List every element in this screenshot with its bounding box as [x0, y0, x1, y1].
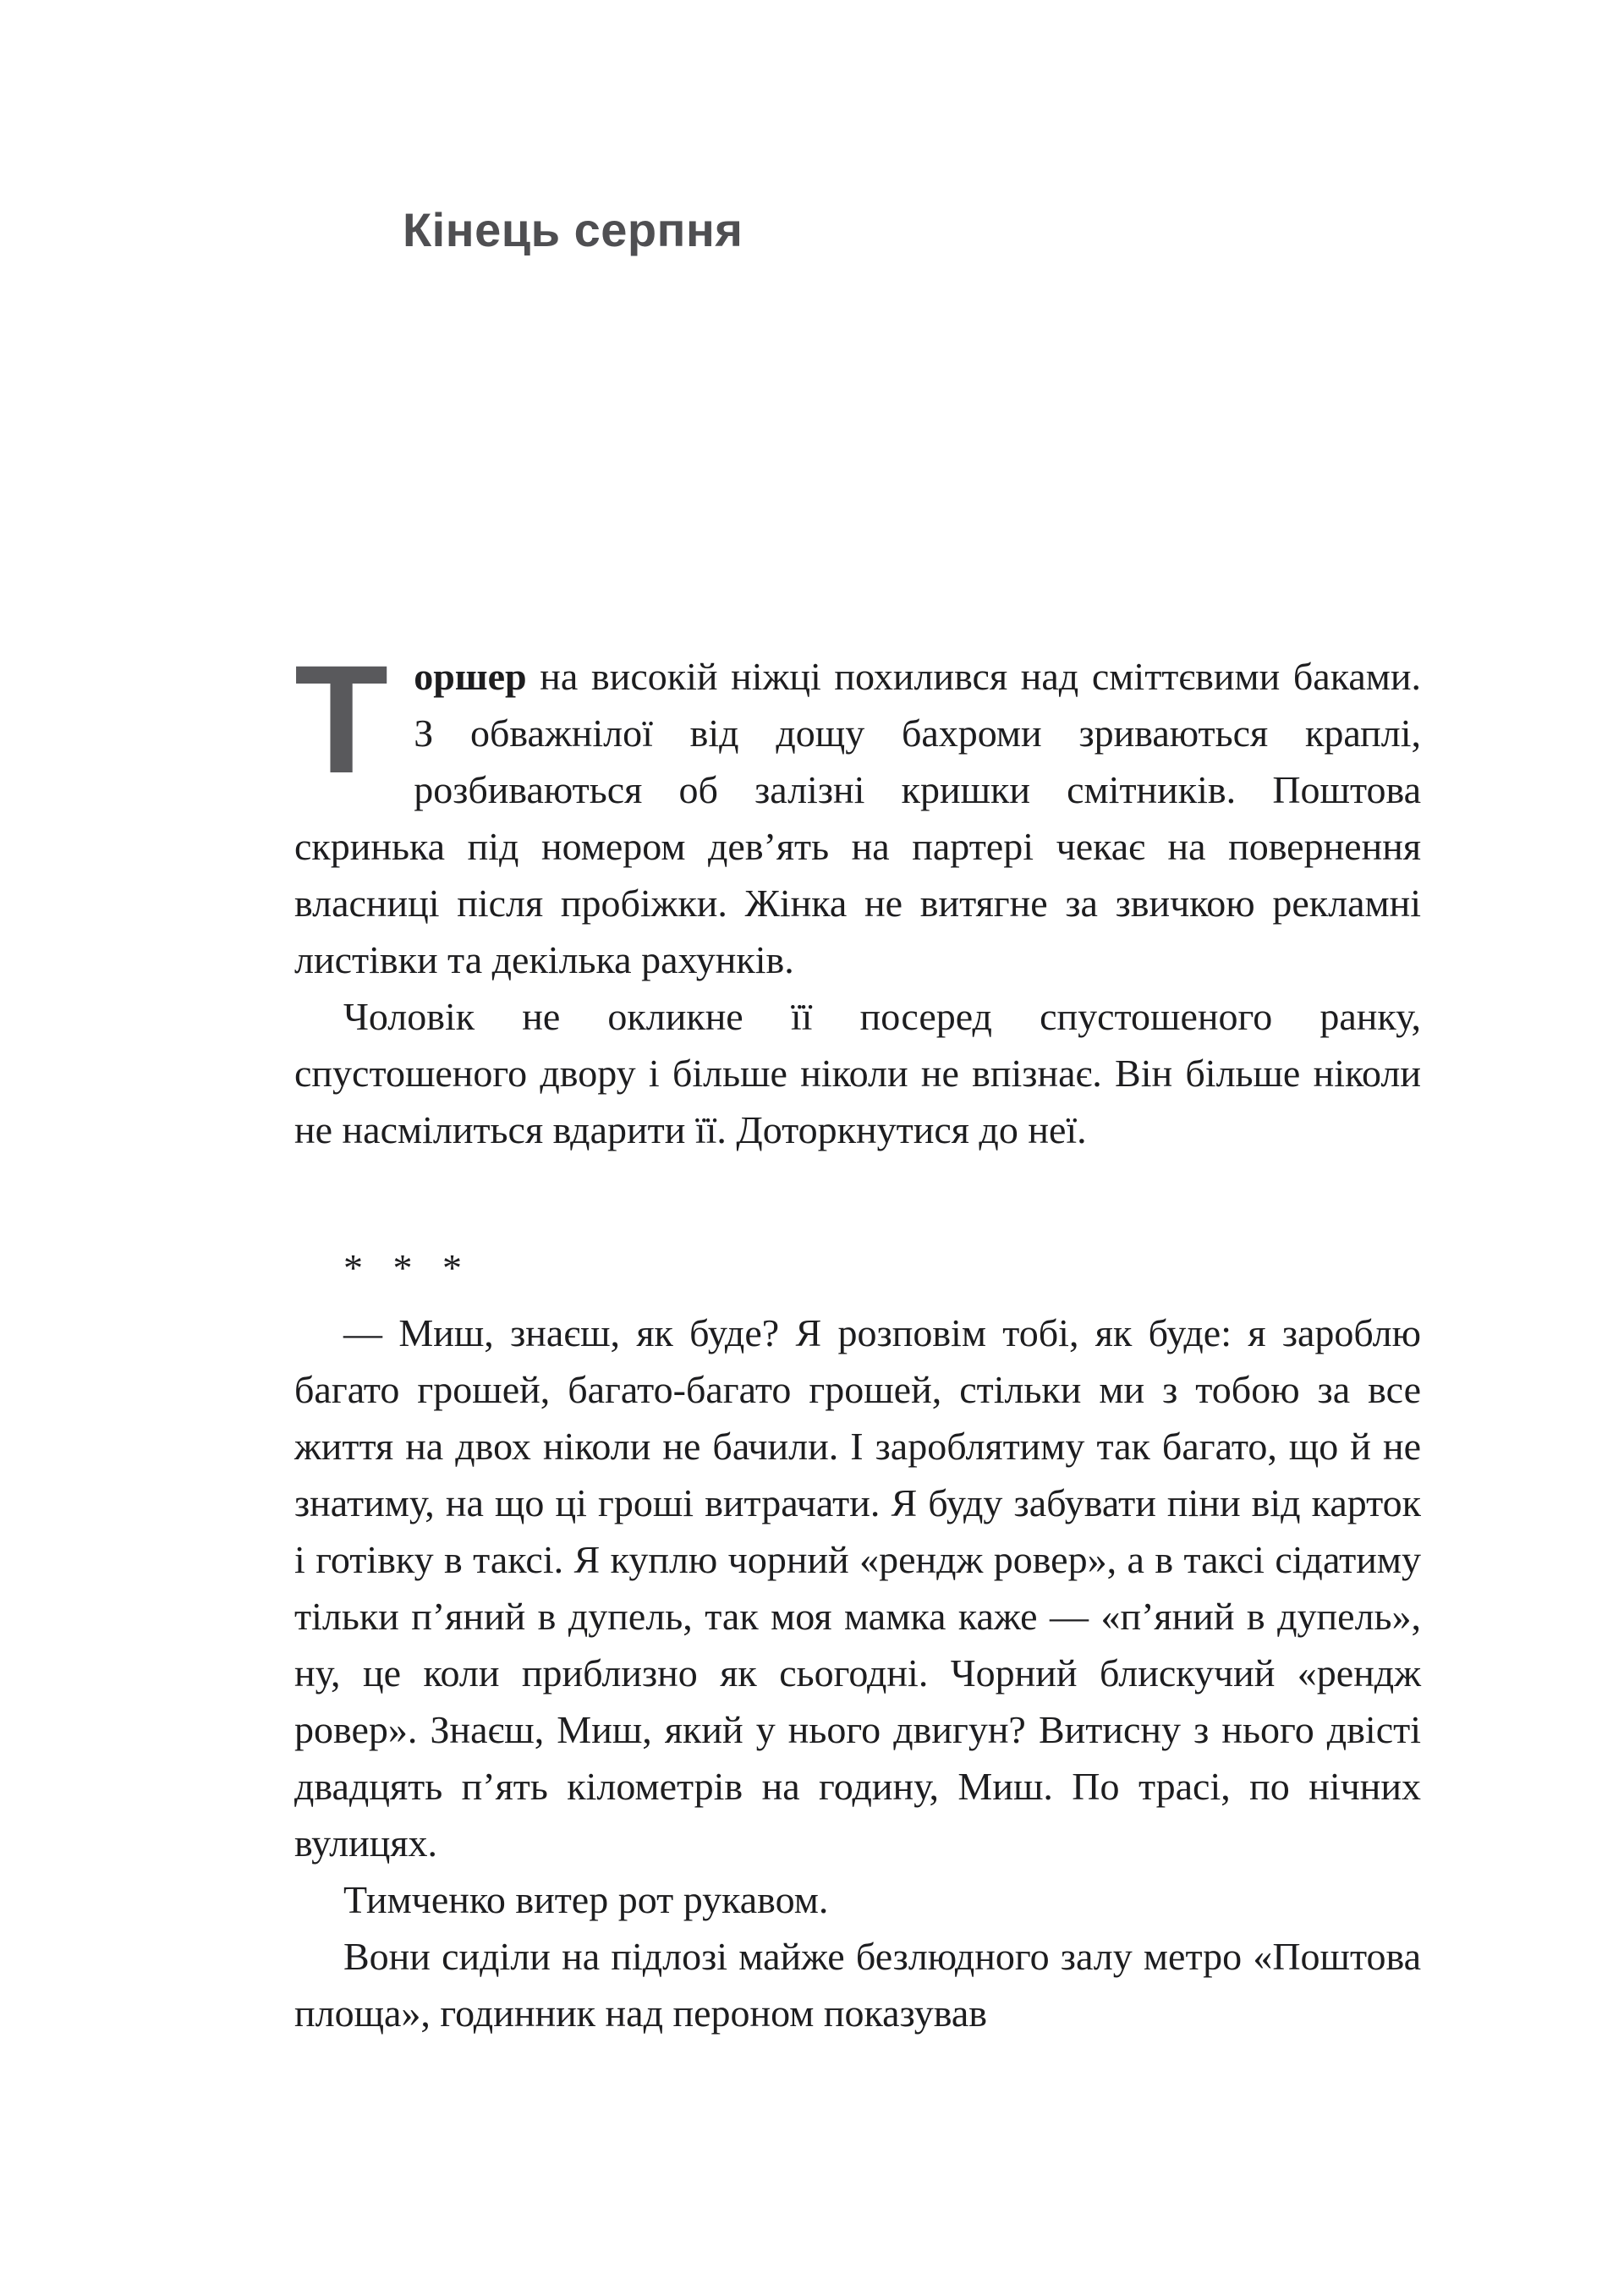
paragraph-two: Чоловік не окликне її посеред спустошеного ранку, спустошеного двору і більше ніколи не впізнає. Він більше ніколи не насмілиться вдарити її. Доторкнутися до неї.	[294, 995, 1421, 1152]
chapter-heading: Кінець серпня	[403, 203, 743, 256]
paragraph-dialogue: — Миш, знаєш, як буде? Я розповім тобі, як буде: я зароблю багато грошей, багато-багато грошей, стільки ми з тобою за все життя на двох ніколи не бачили. І зароблятиму так багато, що й не знатиму, на що ці гроші витрачати. Я буду забувати піни від карток і готівку в таксі. Я куплю чорний «рендж ровер», а в таксі сідатиму тільки п’яний в дупель, так моя мамка каже — «п’яний в дупель», ну, це коли приблизно як сьогодні. Чорний блискучий «рендж ровер». Знаєш, Миш, який у нього двигун? Витисну з нього двісті двадцять п’ять кілометрів на годину, Миш. По трасі, по нічних вулицях.	[294, 1311, 1421, 1865]
lead-word-bold: оршер	[414, 655, 527, 699]
paragraph-opening-text: на високій ніжці похилився над сміттєвими баками. З обважнілої від дощу бахроми зриваються краплі, розбиваються об залізні кришки смітників. Поштова скринька під номером дев’ять на партері чекає на повернення власниці після пробіжки. Жінка не витягне за звичкою рекламні листівки та декілька рахунків.	[294, 655, 1421, 982]
section-separator: * * *	[343, 1246, 472, 1290]
drop-cap-letter: Т	[294, 633, 389, 806]
paragraph-four: Тимченко витер рот рукавом.	[343, 1878, 829, 1922]
paragraph-five: Вони сиділи на підлозі майже безлюдного залу метро «Поштова площа», годинник над пероном показував	[294, 1935, 1421, 2035]
text-block	[294, 203, 1421, 2041]
paragraph-opening	[294, 633, 1421, 988]
body-text	[294, 633, 1421, 2041]
